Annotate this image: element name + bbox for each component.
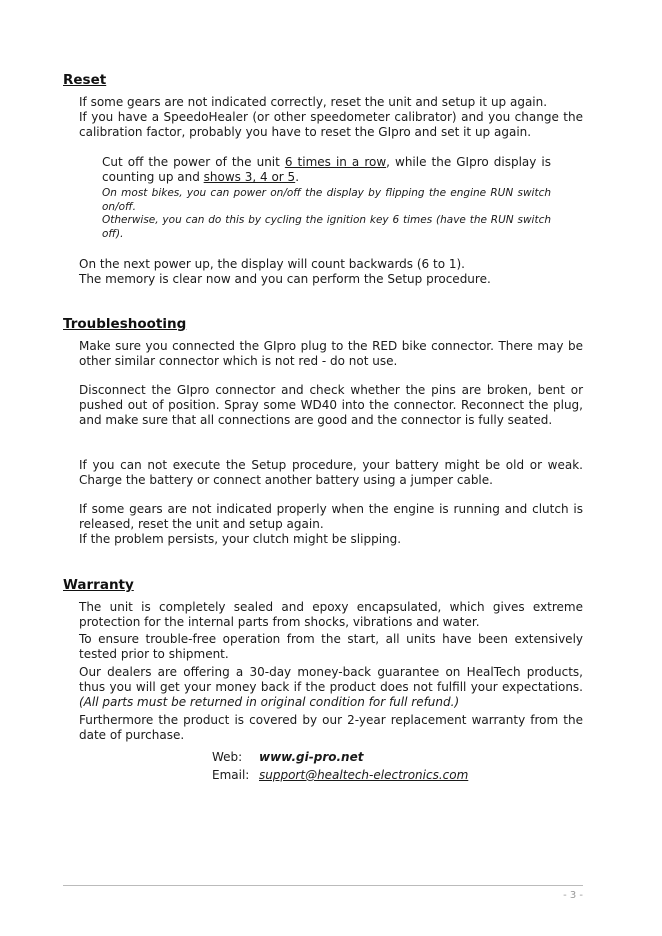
warranty-p3-italic: (All parts must be returned in original condition for full refund.) [79,695,460,709]
troubleshooting-p4-line-1: If some gears are not indicated properly when the engine is running and clutch is released, reset the unit and setup again. [79,502,583,531]
contact-email-row [212,768,468,783]
email-label: Email: [212,768,250,782]
reset-after-2: The memory is clear now and you can perform the Setup procedure. [79,272,491,286]
contact-web-row [212,750,363,765]
warranty-paragraph-2: To ensure trouble-free operation from the start, all units have been extensively tested prior to shipment. [79,632,583,661]
email-link[interactable]: support@healtech-electronics.com [259,768,469,782]
warranty-p3-text: Our dealers are offering a 30-day money-back guarantee on HealTech products, thus you will get your money back if the product does not fulfill your expectations. [79,665,583,694]
footer-divider [63,885,583,886]
troubleshooting-p4-line-2: If the problem persists, your clutch might be slipping. [79,532,402,546]
reset-step-mid: , while the GIpro display is counting up and [102,155,551,184]
reset-note-2: Otherwise, you can do this by cycling the ignition key 6 times (have the RUN switch off). [102,214,551,240]
troubleshooting-paragraph-4 [79,502,583,547]
page-number: - 3 - [563,890,583,901]
reset-note [102,187,551,241]
reset-after [79,257,583,287]
reset-step-pre: Cut off the power of the unit [102,155,285,169]
reset-after-1: On the next power up, the display will count backwards (6 to 1). [79,257,465,271]
reset-line-2: If you have a SpeedoHealer (or other speedometer calibrator) and you change the calibration factor, probably you have to reset the GIpro and set it up again. [79,110,583,139]
reset-note-1: On most bikes, you can power on/off the display by flipping the engine RUN switch on/off. [102,187,551,213]
reset-paragraph-1 [79,95,583,140]
reset-step [102,155,551,185]
reset-step-post: . [295,170,300,184]
troubleshooting-paragraph-1: Make sure you connected the GIpro plug to the RED bike connector. There may be other similar connector which is not red - do not use. [79,339,583,368]
troubleshooting-paragraph-3: If you can not execute the Setup procedure, your battery might be old or weak. Charge the battery or connect another battery using a jumper cable. [79,458,583,487]
reset-step-six-times: 6 times in a row [284,155,387,169]
warranty-heading: Warranty [63,577,134,593]
reset-step-shows: shows 3, 4 or 5 [203,170,296,184]
reset-heading: Reset [63,72,107,88]
warranty-paragraph-3 [79,665,583,710]
reset-line-1: If some gears are not indicated correctly, reset the unit and setup it up again. [79,95,548,109]
warranty-paragraph-1: The unit is completely sealed and epoxy encapsulated, which gives extreme protection for the internal parts from shocks, vibrations and water. [79,600,583,629]
web-link[interactable]: www.gi-pro.net [259,750,364,764]
troubleshooting-heading: Troubleshooting [63,316,187,332]
web-label: Web: [212,750,243,764]
warranty-paragraph-4: Furthermore the product is covered by our 2-year replacement warranty from the date of purchase. [79,713,583,742]
troubleshooting-paragraph-2: Disconnect the GIpro connector and check whether the pins are broken, bent or pushed out of position. Spray some WD40 into the connector. Reconnect the plug, and make sure that all connections are good and the connector is fully seated. [79,383,583,427]
